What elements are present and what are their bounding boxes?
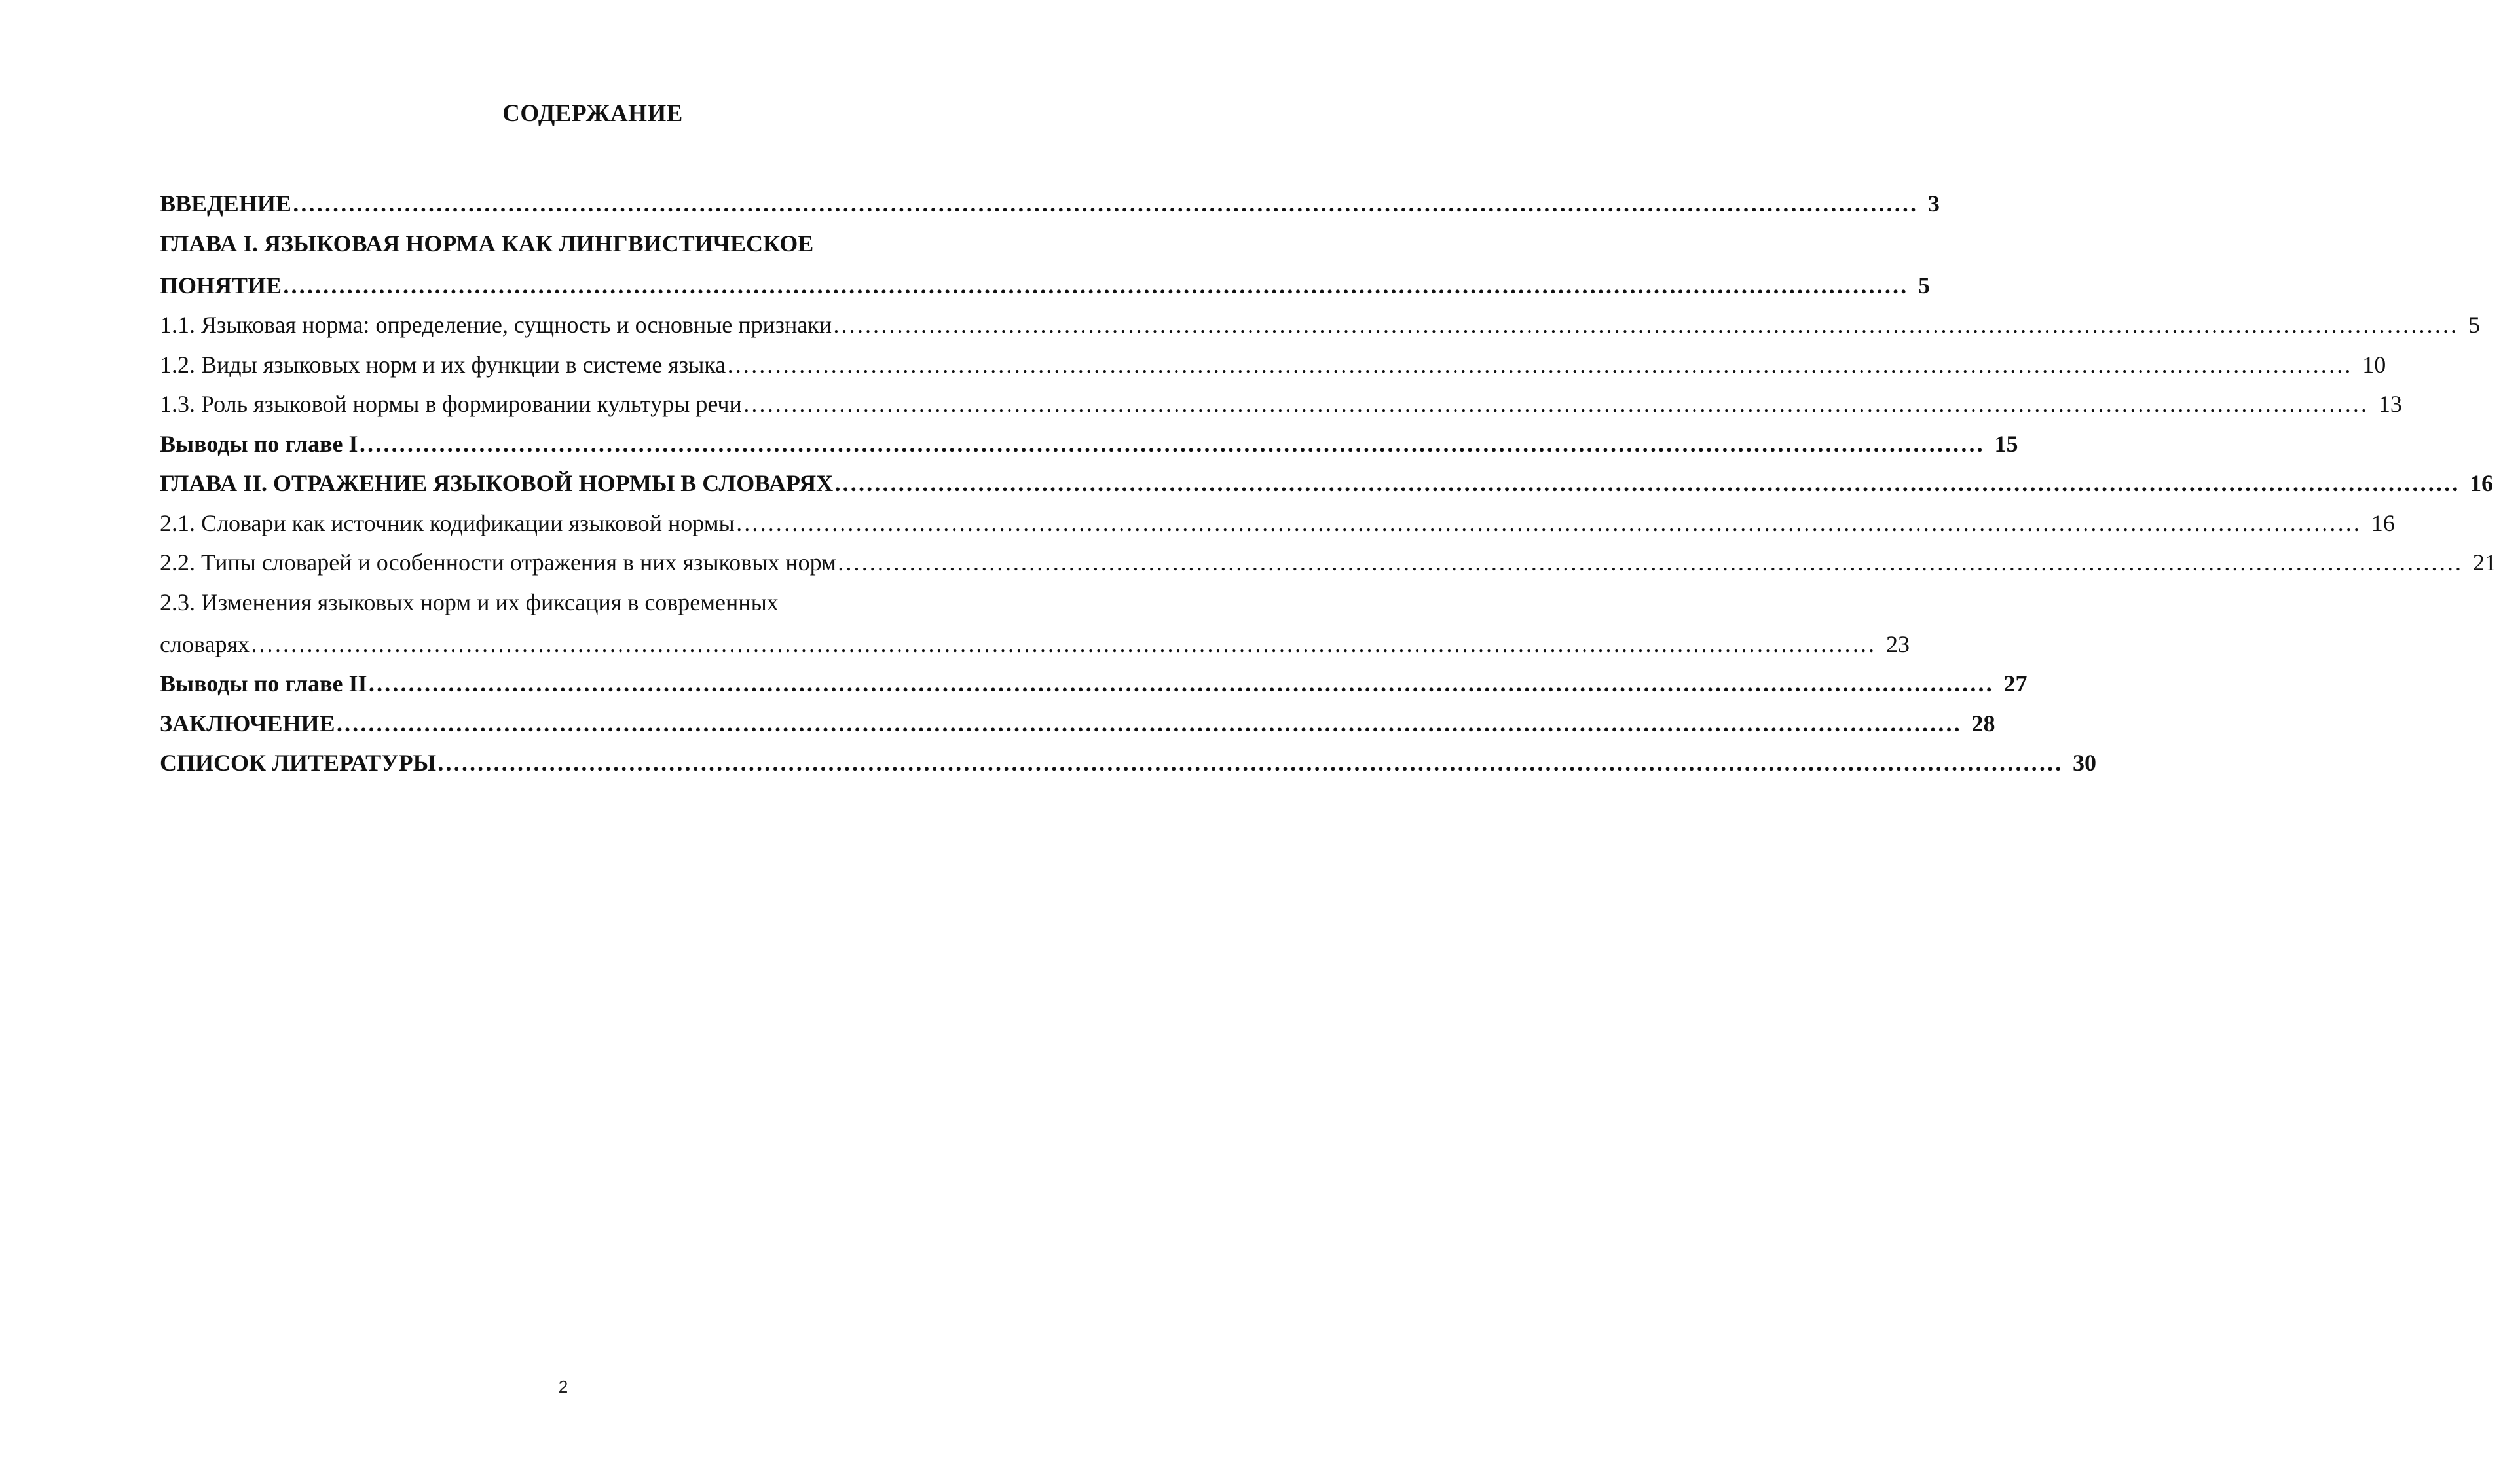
toc-entry-section-1-1[interactable] <box>160 305 2480 345</box>
toc-dot-leader: …………………………………………………………………………………………………………………………………………………………………………………… <box>335 710 1961 737</box>
toc-entry-section-1-3[interactable] <box>160 384 2402 424</box>
toc-dot-leader: …………………………………………………………………………………………………………………………………………………………………………………… <box>742 391 2368 417</box>
toc-dot-leader: …………………………………………………………………………………………………………………………………………………………………………………… <box>358 430 1984 457</box>
toc-page-number: 28 <box>1971 710 1995 737</box>
toc-entry-section-2-1[interactable] <box>160 503 2395 543</box>
toc-page-number: 13 <box>2378 391 2402 417</box>
toc-entry-chapter-2[interactable] <box>160 464 2494 503</box>
toc-entry-title: 1.2. Виды языковых норм и их функции в системе языка <box>160 351 726 378</box>
page-number: 2 <box>558 1377 568 1397</box>
toc-page-number: 23 <box>1886 631 1910 657</box>
toc-entry-title: ЗАКЛЮЧЕНИЕ <box>160 710 335 737</box>
toc-entry-title: Выводы по главе I <box>160 430 358 457</box>
toc-page-number: 5 <box>2468 312 2480 338</box>
toc-dot-leader: …………………………………………………………………………………………………………………………………………………………………………………… <box>726 351 2352 378</box>
toc-dot-leader: …………………………………………………………………………………………………………………………………………………………………………………… <box>367 670 1993 697</box>
table-of-contents <box>160 184 2496 783</box>
toc-page-number: 16 <box>2470 470 2494 496</box>
toc-page-number: 16 <box>2371 509 2395 536</box>
toc-title: СОДЕРЖАНИЕ <box>502 100 683 127</box>
toc-entry-conclusions-chapter-2[interactable] <box>160 664 2028 704</box>
toc-entry-title: ПОНЯТИЕ <box>160 272 282 299</box>
toc-dot-leader: …………………………………………………………………………………………………………………………………………………………………………………… <box>836 549 2462 576</box>
toc-entry-introduction[interactable] <box>160 184 1940 224</box>
toc-entry-section-2-3[interactable] <box>160 583 1910 665</box>
toc-entry-title: словарях <box>160 631 250 657</box>
toc-dot-leader: …………………………………………………………………………………………………………………………………………………………………………………… <box>834 470 2460 496</box>
toc-dot-leader: …………………………………………………………………………………………………………………………………………………………………………………… <box>250 631 1876 657</box>
toc-entry-chapter-1[interactable] <box>160 224 1931 306</box>
toc-dot-leader: …………………………………………………………………………………………………………………………………………………………………………………… <box>282 272 1908 299</box>
toc-page-number: 21 <box>2472 549 2496 576</box>
toc-entry-title: ВВЕДЕНИЕ <box>160 191 291 217</box>
toc-page-number: 27 <box>2003 670 2028 697</box>
toc-dot-leader: …………………………………………………………………………………………………………………………………………………………………………………… <box>735 509 2361 536</box>
toc-entry-title: 2.1. Словари как источник кодификации языковой нормы <box>160 509 735 536</box>
toc-entry-conclusions-chapter-1[interactable] <box>160 424 2018 464</box>
toc-entry-references[interactable] <box>160 743 2096 783</box>
toc-entry-title: Выводы по главе II <box>160 670 367 697</box>
toc-page-number: 10 <box>2362 351 2386 378</box>
toc-dot-leader: …………………………………………………………………………………………………………………………………………………………………………………… <box>291 191 1918 217</box>
toc-entry-title: СПИСОК ЛИТЕРАТУРЫ <box>160 750 436 776</box>
toc-entry-title: ГЛАВА II. ОТРАЖЕНИЕ ЯЗЫКОВОЙ НОРМЫ В СЛОВАРЯХ <box>160 470 834 496</box>
toc-page-number: 30 <box>2072 750 2096 776</box>
toc-entry-section-1-2[interactable] <box>160 345 2386 385</box>
toc-entry-conclusion[interactable] <box>160 704 1995 744</box>
toc-entry-title-line-1: ГЛАВА I. ЯЗЫКОВАЯ НОРМА КАК ЛИНГВИСТИЧЕСКОЕ <box>160 230 814 257</box>
toc-dot-leader: …………………………………………………………………………………………………………………………………………………………………………………… <box>436 750 2062 776</box>
toc-entry-title: 2.2. Типы словарей и особенности отражения в них языковых норм <box>160 549 836 576</box>
toc-entry-title: 1.3. Роль языковой нормы в формировании культуры речи <box>160 391 742 417</box>
toc-entry-title: 1.1. Языковая норма: определение, сущность и основные признаки <box>160 312 832 338</box>
toc-entry-title-line-1: 2.3. Изменения языковых норм и их фиксация в современных <box>160 589 779 615</box>
toc-page-number: 3 <box>1927 191 1940 217</box>
toc-page-number: 15 <box>1994 430 2018 457</box>
toc-page-number: 5 <box>1918 272 1931 299</box>
toc-entry-section-2-2[interactable] <box>160 543 2496 583</box>
toc-dot-leader: …………………………………………………………………………………………………………………………………………………………………………………… <box>832 312 2458 338</box>
